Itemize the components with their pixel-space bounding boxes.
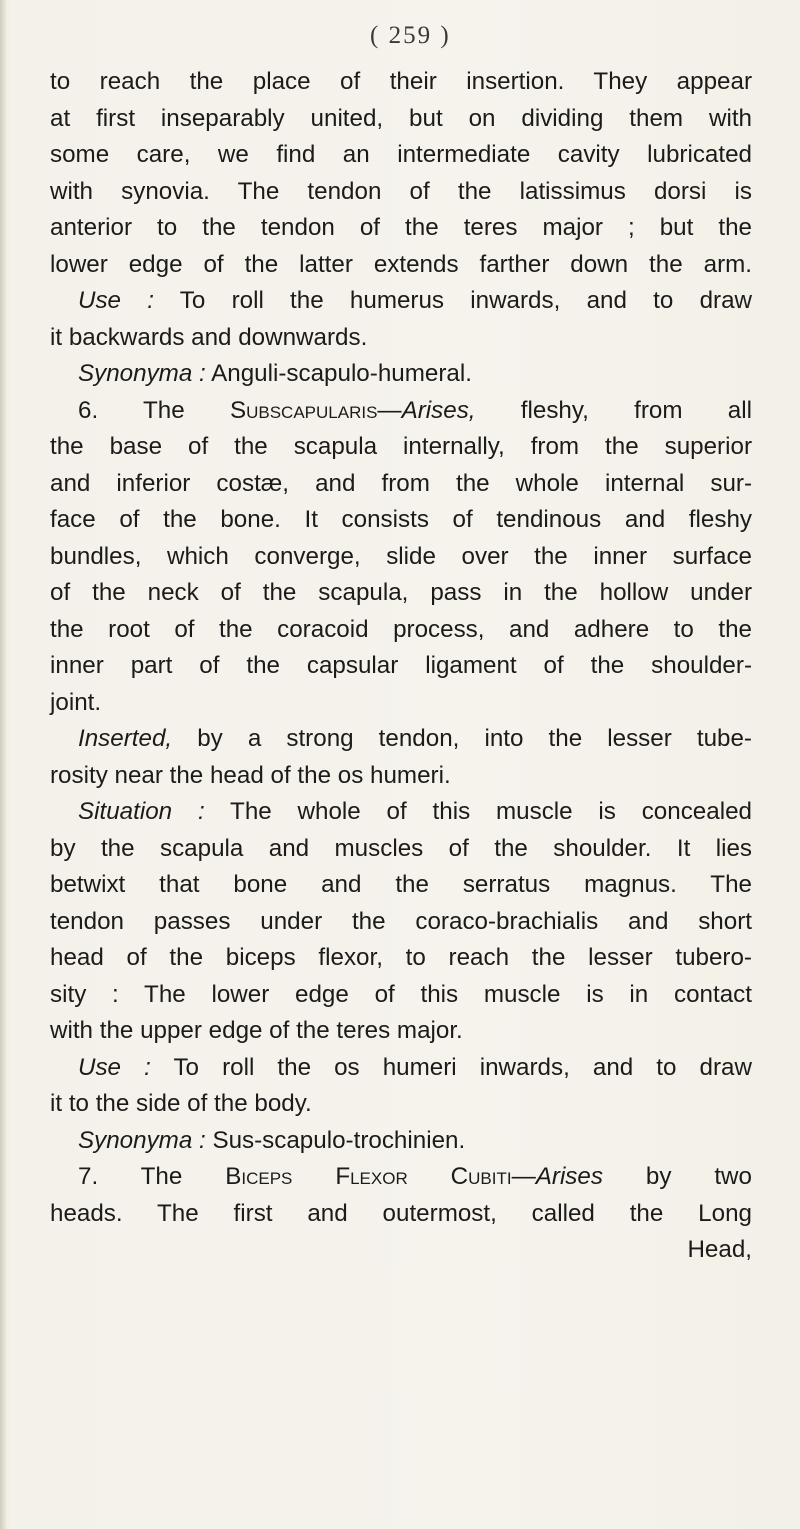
line-t: heads. The first and outermost, called the Long [50, 1199, 752, 1227]
line-t: to reach the place of their insertion. They appear [50, 68, 752, 95]
line-t: the base of the scapula internally, from the superior [50, 433, 752, 460]
line-rest: To roll the os humeri inwards, and to draw [150, 1053, 752, 1081]
text-line [50, 1159, 752, 1196]
line-t: inner part of the capsular ligament of the shoulder- [50, 652, 752, 679]
line-t: and inferior costæ, and from the whole internal sur- [50, 469, 752, 497]
text-line [50, 1123, 752, 1160]
page-gutter [0, 0, 6, 1529]
line-rest: by a strong tendon, into the lesser tube- [172, 725, 752, 752]
line-rest: To roll the humerus inwards, and to draw [153, 287, 752, 314]
line-t: of the neck of the scapula, pass in the hollow under [50, 579, 752, 606]
line-t: it to the side of the body. [50, 1090, 312, 1117]
line-label: Use : [78, 287, 154, 314]
text-line [50, 283, 752, 320]
line-t: with the upper edge of the teres major. [50, 1017, 463, 1044]
line-label: Situation : [78, 798, 205, 825]
line-t: joint. [50, 688, 102, 716]
line-label: Inserted, [78, 725, 173, 752]
line-t: it backwards and downwards. [50, 323, 368, 351]
text-line [50, 794, 752, 831]
text-line [50, 575, 752, 612]
line-t: tendon passes under the coraco-brachialis and short [50, 907, 752, 935]
text-line [50, 247, 752, 284]
text-line [50, 612, 752, 649]
text-line [50, 174, 752, 211]
text-line [50, 904, 752, 941]
body-text [50, 64, 752, 1269]
line-label: Use : [78, 1053, 151, 1081]
text-line [50, 1013, 752, 1050]
text-line [50, 356, 752, 393]
line-num: 6. The [78, 396, 230, 424]
page-number: ( 259 ) [370, 22, 451, 49]
line-t: betwixt that bone and the serratus magnus. The [50, 871, 752, 898]
text-line [50, 1196, 752, 1233]
line-rest: Sus-scapulo-trochinien. [205, 1126, 466, 1154]
line-t: bundles, which converge, slide over the inner surface [50, 542, 752, 570]
text-line [50, 758, 752, 795]
text-line [50, 1232, 752, 1269]
line-label: Synonyma : [78, 360, 206, 387]
text-line [50, 1050, 752, 1087]
line-t: face of the bone. It consists of tendinous and fleshy [50, 506, 752, 533]
line-t: lower edge of the latter extends farther down the arm. [50, 250, 752, 278]
line-dash: — [511, 1163, 536, 1190]
line-t: rosity near the head of the os humeri. [50, 761, 451, 789]
line-t: some care, we find an intermediate cavity lubricated [50, 141, 752, 168]
line-t: by the scapula and muscles of the shoulder. It lies [50, 834, 752, 862]
line-rest: Anguli-scapulo-humeral. [205, 360, 472, 387]
text-line [50, 137, 752, 174]
line-t: head of the biceps flexor, to reach the lesser tubero- [50, 944, 752, 971]
line-sc: Biceps Flexor Cubiti [225, 1163, 512, 1190]
line-t: at first inseparably united, but on dividing them with [50, 104, 752, 132]
text-line [50, 721, 752, 758]
line-label: Synonyma : [78, 1126, 206, 1154]
line-rest: by two [602, 1163, 752, 1190]
text-line [50, 210, 752, 247]
line-label: Arises [535, 1163, 603, 1190]
line-t: with synovia. The tendon of the latissimus dorsi is [50, 177, 752, 205]
text-line [50, 1086, 752, 1123]
line-rest: The whole of this muscle is concealed [204, 798, 752, 825]
line-t: sity : The lower edge of this muscle is in contact [50, 980, 752, 1008]
text-line [50, 502, 752, 539]
text-line [50, 320, 752, 357]
text-line [50, 685, 752, 722]
line-t: anterior to the tendon of the teres major ; but the [50, 214, 752, 241]
line-dash: — [377, 396, 402, 424]
text-line [50, 466, 752, 503]
line-num: 7. The [78, 1163, 226, 1190]
line-t: the root of the coracoid process, and adhere to the [50, 615, 752, 643]
text-line [50, 867, 752, 904]
line-sc: Subscapularis [229, 396, 378, 424]
text-line [50, 831, 752, 868]
text-line [50, 539, 752, 576]
text-line [50, 393, 752, 430]
text-line [50, 977, 752, 1014]
text-line [50, 648, 752, 685]
line-label: Arises, [401, 396, 476, 424]
text-line [50, 64, 752, 101]
line-t: Head, [687, 1236, 752, 1263]
text-line [50, 101, 752, 138]
line-rest: fleshy, from all [475, 396, 752, 424]
text-line [50, 429, 752, 466]
text-line [50, 940, 752, 977]
